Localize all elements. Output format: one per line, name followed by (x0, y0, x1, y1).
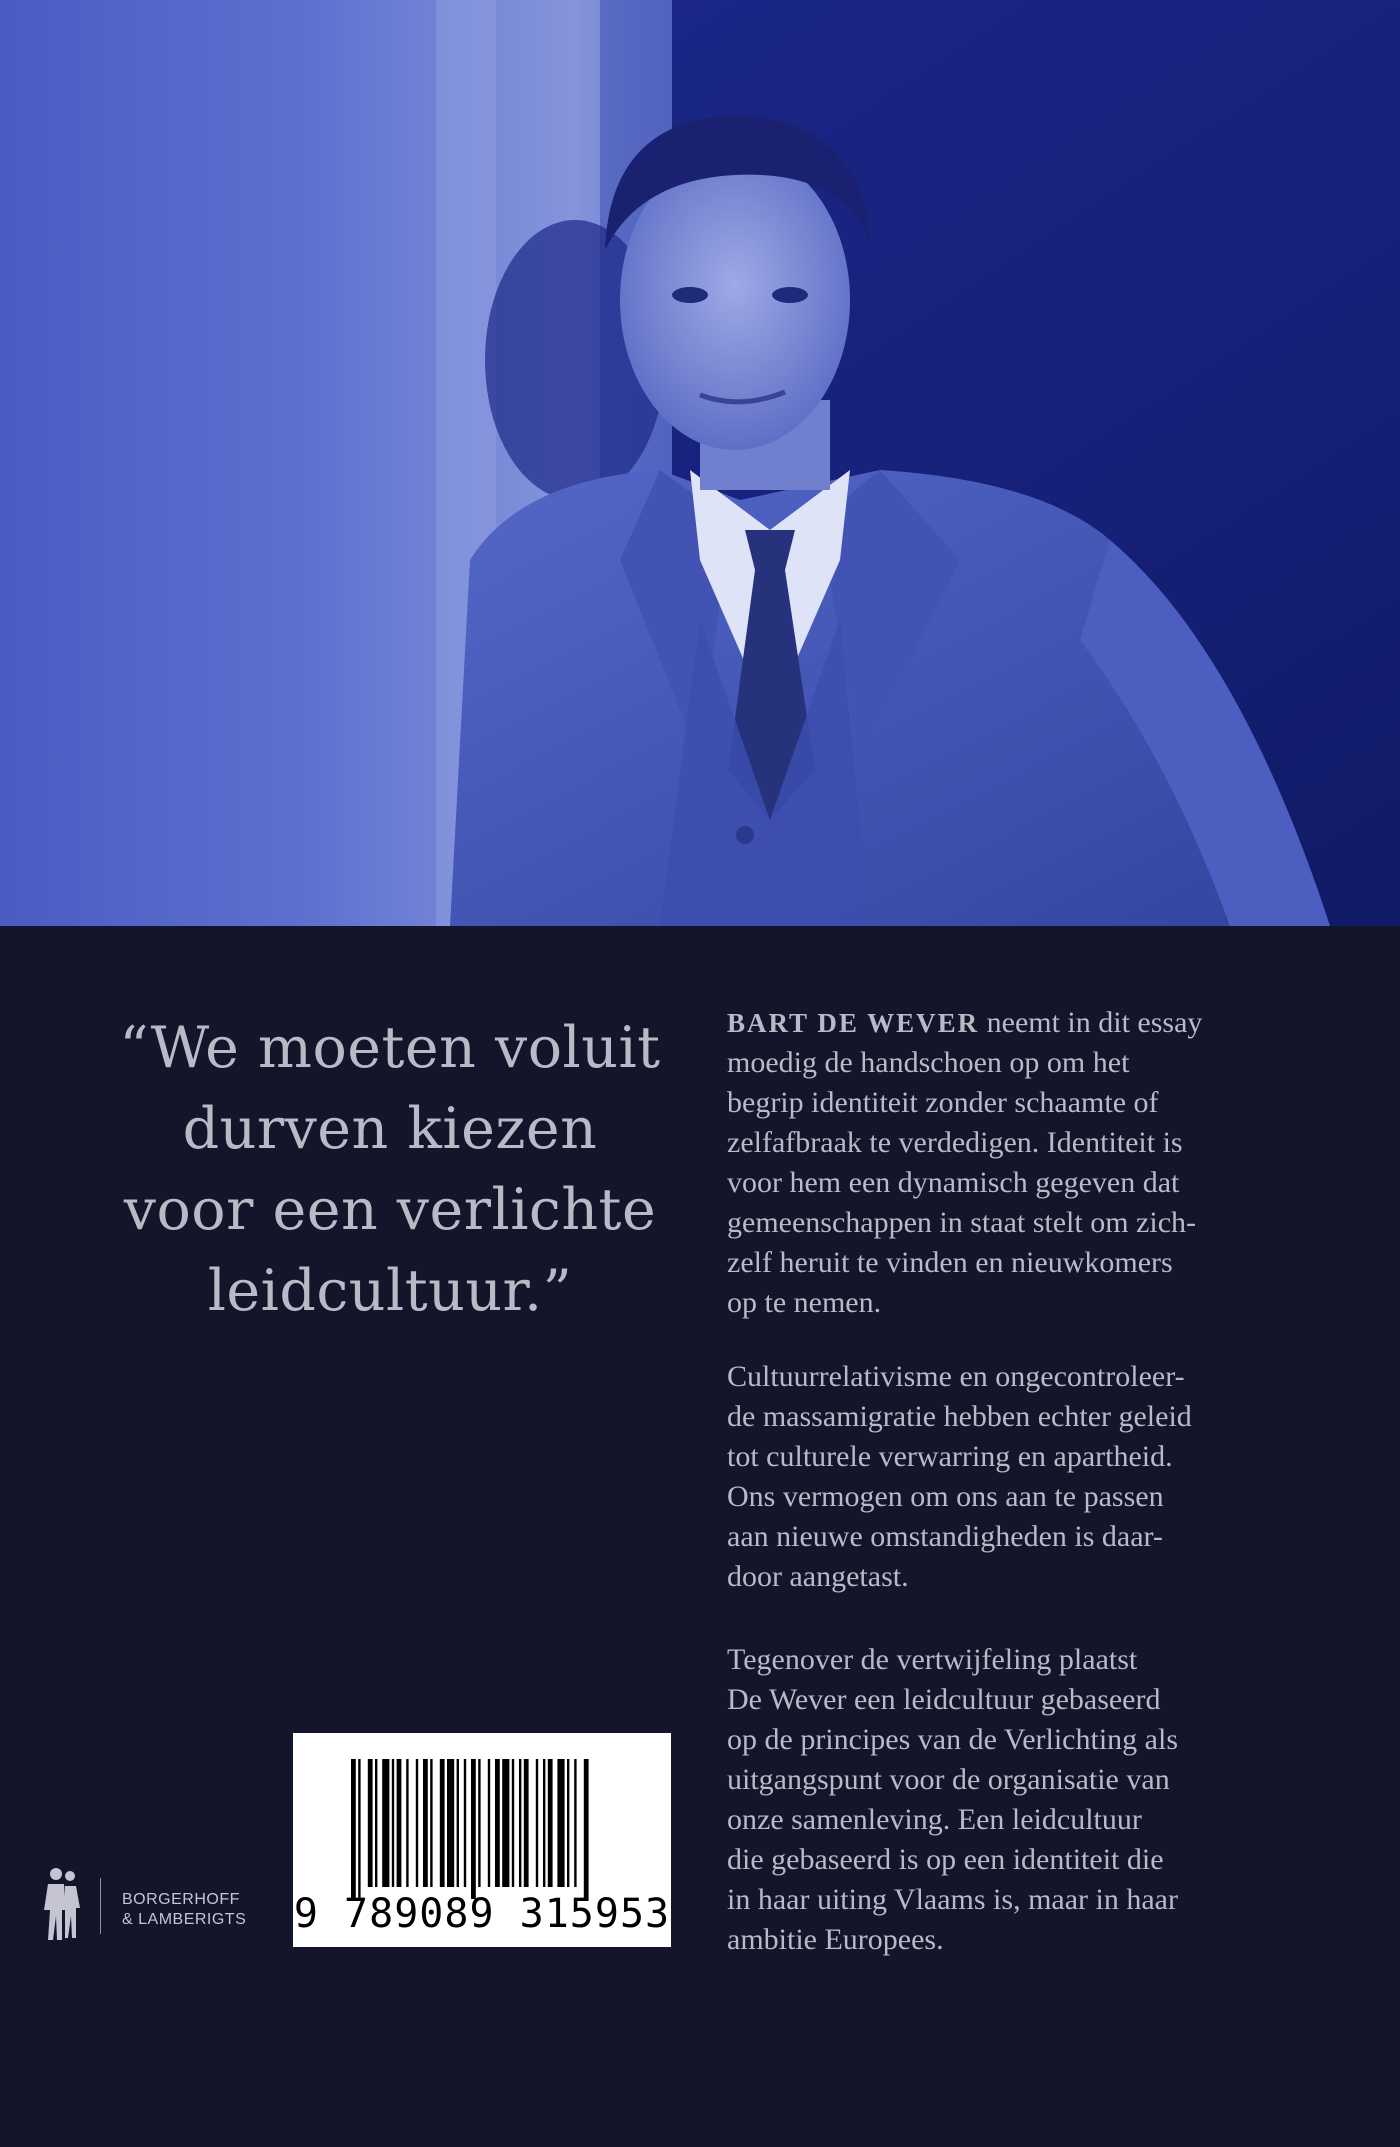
barcode-bar (416, 1759, 418, 1887)
blurb-line: Tegenover de vertwijfeling plaatst (727, 1643, 1138, 1676)
quote-line: voor een verlichte (123, 1177, 657, 1243)
barcode-bar (519, 1759, 521, 1887)
portrait-illustration (0, 0, 1400, 926)
blurb-paragraph-3 (727, 1640, 1317, 1960)
barcode-bar (368, 1759, 373, 1887)
barcode-bar (584, 1759, 589, 1899)
barcode-bar (574, 1759, 576, 1887)
blurb-line: begrip identiteit zonder schaamte of (727, 1086, 1159, 1119)
barcode-bar (397, 1759, 402, 1887)
publisher-line-2: & LAMBERIGTS (122, 1911, 247, 1928)
blurb-line: die gebaseerd is op een identiteit die (727, 1843, 1164, 1876)
blurb-line: ambitie Europees. (727, 1923, 944, 1956)
barcode-bar (495, 1759, 500, 1887)
quote-line: leidcultuur.” (207, 1258, 573, 1324)
barcode-bar (406, 1759, 408, 1887)
blurb-line: in haar uiting Vlaams is, maar in haar (727, 1883, 1178, 1916)
barcode-bar (512, 1759, 514, 1887)
blurb-line: gemeenschappen in staat stelt om zich- (727, 1206, 1196, 1239)
barcode-bar (375, 1759, 377, 1887)
barcode-bar (430, 1759, 432, 1887)
blurb-line: op te nemen. (727, 1286, 882, 1319)
barcode-bar (358, 1759, 360, 1899)
author-name: BART DE WEVER (727, 1008, 980, 1038)
pull-quote (80, 1008, 700, 1332)
barcode-bar (536, 1759, 538, 1887)
barcode-bar (488, 1759, 490, 1887)
blurb-line: neemt in dit essay (986, 1006, 1203, 1039)
barcode-bar (478, 1759, 480, 1887)
two-figures-logo-icon (32, 1860, 92, 1950)
isbn-digits: 9 789089 315953 (293, 1891, 671, 1937)
barcode-bar (471, 1759, 476, 1899)
blurb-line: Cultuurrelativisme en ongecontroleer- (727, 1360, 1185, 1393)
blurb-line: De Wever een leidcultuur gebaseerd (727, 1683, 1161, 1716)
quote-line: “We moeten voluit (119, 1015, 661, 1081)
blurb-line: moedig de handschoen op om het (727, 1046, 1130, 1079)
blurb-line: voor hem een dynamisch gegeven dat (727, 1166, 1180, 1199)
barcode-bar (502, 1759, 509, 1887)
barcode-bar (423, 1759, 428, 1887)
blurb-paragraph-1 (727, 1003, 1317, 1323)
barcode-bar (567, 1759, 569, 1887)
blurb-line: onze samenleving. Een leidcultuur (727, 1803, 1142, 1836)
blurb-line: de massamigratie hebben echter geleid (727, 1400, 1192, 1433)
author-portrait-photo (0, 0, 1400, 926)
barcode-bar (392, 1759, 394, 1887)
barcode-bar (557, 1759, 564, 1887)
blurb-paragraph-2 (727, 1357, 1317, 1597)
blurb-line: op de principes van de Verlichting als (727, 1723, 1178, 1756)
blurb-line: uitgangspunt voor de organisatie van (727, 1763, 1170, 1796)
barcode-bar (543, 1759, 545, 1887)
quote-line: durven kiezen (182, 1096, 598, 1162)
barcode-bar (524, 1759, 529, 1887)
publisher-line-1: BORGERHOFF (122, 1891, 240, 1908)
barcode-bar (351, 1759, 356, 1899)
blurb-line: tot culturele verwarring en apartheid. (727, 1440, 1173, 1473)
publisher-logo (32, 1860, 272, 1950)
barcode-bar (464, 1759, 466, 1887)
barcode-bar (548, 1759, 553, 1887)
blurb-line: zelfafbraak te verdedigen. Identiteit is (727, 1126, 1183, 1159)
blurb-line: Ons vermogen om ons aan te passen (727, 1480, 1164, 1513)
barcode-bar (447, 1759, 454, 1887)
blurb-line: zelf heruit te vinden en nieuwkomers (727, 1246, 1173, 1279)
publisher-name (122, 1890, 246, 1930)
blurb-line: aan nieuwe omstandigheden is daar- (727, 1520, 1163, 1553)
barcode-bar (457, 1759, 459, 1887)
barcode-bar (440, 1759, 445, 1887)
blurb-line: door aangetast. (727, 1560, 909, 1593)
barcode-bar (382, 1759, 389, 1887)
publisher-divider (100, 1878, 101, 1934)
isbn-barcode (293, 1733, 671, 1947)
